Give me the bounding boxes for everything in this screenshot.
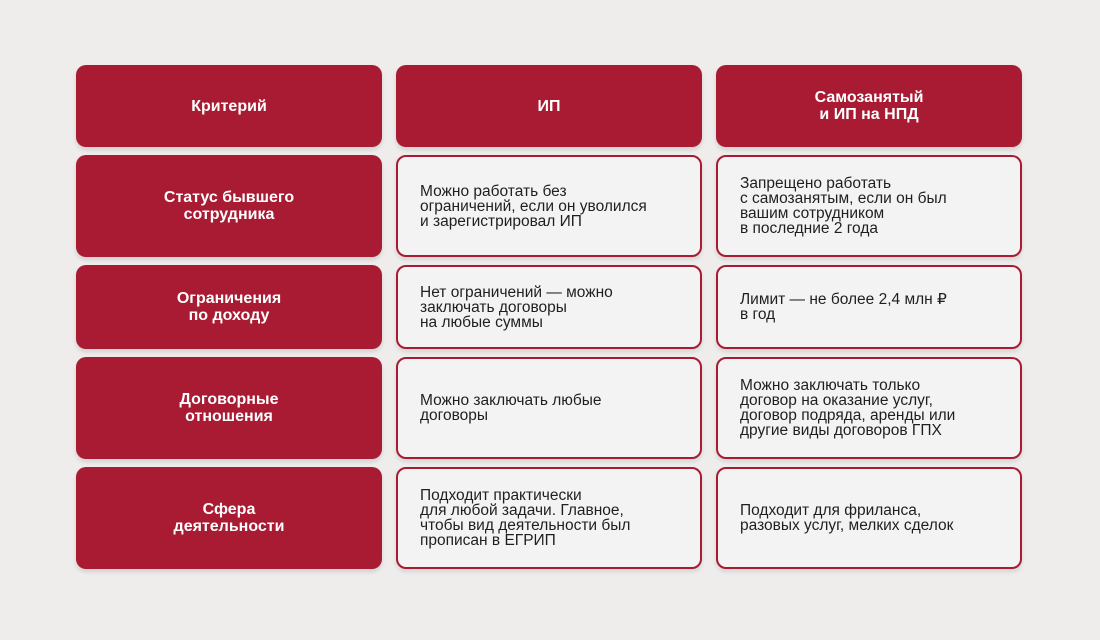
header-ip-label: ИП <box>537 97 561 115</box>
criterion-label: Договорные отношения <box>179 391 279 425</box>
header-npd-label: Самозанятый и ИП на НПД <box>814 89 924 123</box>
npd-value: Можно заключать только договор на оказание услуг, договор подряда, аренды или другие виды договоров ГПХ <box>740 377 956 439</box>
ip-value: Можно заключать любые договоры <box>420 392 602 424</box>
ip-activity-scope <box>396 467 702 569</box>
header-npd <box>716 65 1022 147</box>
header-ip <box>396 65 702 147</box>
npd-value: Подходит для фриланса, разовых услуг, мелких сделок <box>740 502 954 534</box>
header-criterion <box>76 65 382 147</box>
ip-income-limits <box>396 265 702 349</box>
ip-contracts <box>396 357 702 459</box>
npd-employee-status <box>716 155 1022 257</box>
ip-value: Подходит практически для любой задачи. Главное, чтобы вид деятельности был прописан в ЕГРИП <box>420 487 631 549</box>
ip-value: Можно работать без ограничений, если он уволился и зарегистрировал ИП <box>420 182 647 230</box>
criterion-label: Ограничения по доходу <box>176 290 282 324</box>
criterion-contracts <box>76 357 382 459</box>
npd-value: Запрещено работать с самозанятым, если он был вашим сотрудником в последние 2 года <box>740 175 947 237</box>
criterion-income-limits <box>76 265 382 349</box>
npd-income-limits <box>716 265 1022 349</box>
npd-value: Лимит — не более 2,4 млн ₽ в год <box>740 291 947 323</box>
criterion-label: Статус бывшего сотрудника <box>163 189 295 223</box>
npd-contracts <box>716 357 1022 459</box>
comparison-table <box>76 65 1022 569</box>
npd-activity-scope <box>716 467 1022 569</box>
ip-employee-status <box>396 155 702 257</box>
criterion-label: Сфера деятельности <box>173 501 285 535</box>
criterion-activity-scope <box>76 467 382 569</box>
ip-value: Нет ограничений — можно заключать договоры на любые суммы <box>420 283 613 331</box>
criterion-employee-status <box>76 155 382 257</box>
header-criterion-label: Критерий <box>191 97 267 115</box>
